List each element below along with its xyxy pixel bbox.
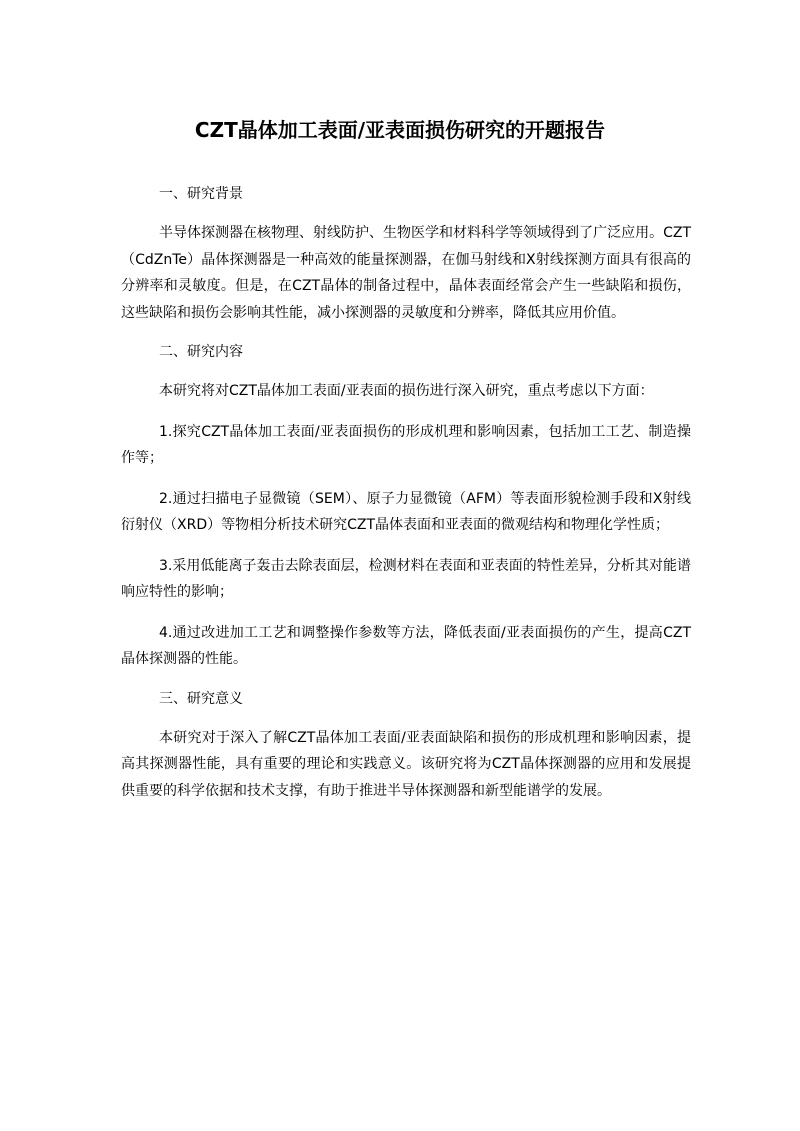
list-item: 3.采用低能离子轰击去除表面层，检测材料在表面和亚表面的特性差异，分析其对能谱响应特性的影响；	[121, 557, 691, 600]
list-item: 4.通过改进加工工艺和调整操作参数等方法，降低表面/亚表面损伤的产生，提高CZT晶体探测器的性能。	[121, 624, 691, 667]
section-heading: 一、研究背景	[159, 186, 243, 202]
paragraph: 本研究将对CZT晶体加工表面/亚表面的损伤进行深入研究，重点考虑以下方面：	[159, 383, 654, 399]
section-heading: 三、研究意义	[159, 690, 243, 707]
list-item: 2.通过扫描电子显微镜（SEM）、原子力显微镜（AFM）等表面形貌检测手段和X射线衍射仪（XRD）等物相分析技术研究CZT晶体表面和亚表面的微观结构和物理化学性质；	[121, 490, 691, 533]
section-significance	[121, 687, 691, 805]
paragraph: 半导体探测器在核物理、射线防护、生物医学和材料科学等领域得到了广泛应用。CZT（CdZnTe）晶体探测器是一种高效的能量探测器，在伽马射线和X射线探测方面具有很高的分辨率和灵敏度。但是，在CZT晶体的制备过程中，晶体表面经常会产生一些缺陷和损伤，这些缺陷和损伤会影响其性能，减小探测器的灵敏度和分辨率，降低其应用价值。	[121, 225, 691, 321]
section-content	[121, 340, 691, 673]
document-body	[121, 182, 691, 818]
paragraph: 本研究对于深入了解CZT晶体加工表面/亚表面缺陷和损伤的形成机理和影响因素，提高其探测器性能，具有重要的理论和实践意义。该研究将为CZT晶体探测器的应用和发展提供重要的科学依据和技术支撑，有助于推进半导体探测器和新型能谱学的发展。	[121, 729, 691, 799]
list-item: 1.探究CZT晶体加工表面/亚表面损伤的形成机理和影响因素，包括加工工艺、制造操作等；	[121, 423, 691, 466]
section-heading: 二、研究内容	[159, 344, 243, 360]
section-background	[121, 182, 691, 326]
page-title: CZT晶体加工表面/亚表面损伤研究的开题报告	[194, 118, 606, 142]
